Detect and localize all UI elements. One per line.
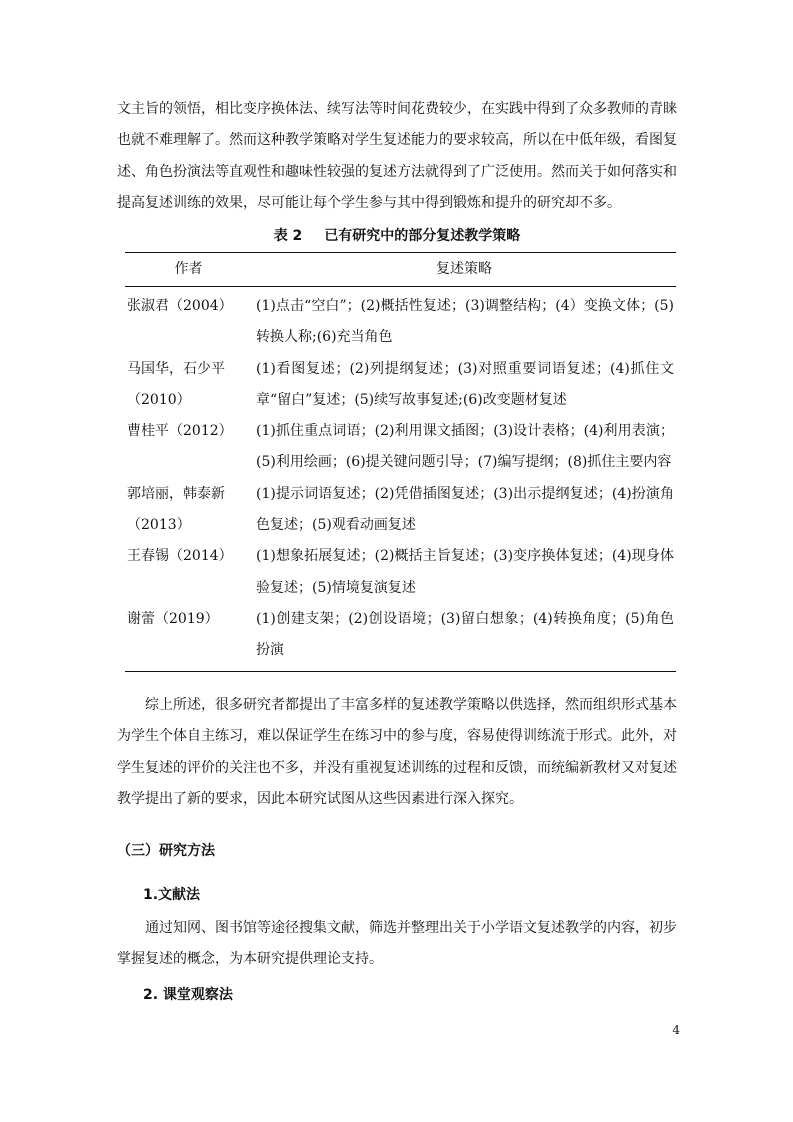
table-header-row: [125, 253, 676, 287]
header-author: 作者: [174, 261, 203, 277]
author-line1: 郭培丽，韩泰新: [127, 485, 225, 502]
author-line1: 马国华，石少平: [127, 360, 225, 377]
author-line2: （2013）: [127, 517, 191, 534]
table-caption-title: 已有研究中的部分复述教学策略: [324, 228, 521, 244]
strategy-cell: (1)抓住重点词语；(2)利用课文插图；(3)设计表格；(4)利用表演；(5)利用绘画；(6)提关键问题引导；(7)编写提纲；(8)抓住主要内容: [256, 423, 674, 471]
table-caption-number: 表 2: [273, 228, 303, 244]
strategy-cell: (1)提示词语复述；(2)凭借插图复述；(3)出示提纲复述；(4)扮演角色复述；(5)观看动画复述: [256, 485, 674, 534]
author-cell: [125, 291, 256, 354]
literature-paragraph: 通过知网、图书馆等途径搜集文献，筛选并整理出关于小学语文复述教学的内容，初步掌握复述的概念，为本研究提供理论支持。: [117, 920, 677, 968]
author-cell: [125, 541, 256, 604]
author-line1: 曹桂平（2012）: [127, 423, 233, 440]
author-cell: [125, 354, 256, 417]
author-cell: [125, 604, 256, 667]
section-heading-method: （三）研究方法: [117, 843, 215, 859]
author-cell: [125, 416, 256, 479]
page-number: 4: [672, 1023, 680, 1037]
table-row: [125, 354, 676, 417]
author-line1: 谢蕾（2019）: [127, 610, 219, 627]
header-strategy: 复述策略: [436, 261, 492, 277]
author-line1: 王春锡（2014）: [127, 548, 233, 565]
strategy-cell: (1)点击“空白”；(2)概括性复述；(3)调整结构；(4）变换文体；(5)转换人称;(6)充当角色: [256, 298, 674, 346]
subheading-literature: 1.文献法: [143, 887, 201, 903]
table-row: [125, 479, 676, 542]
table-body: [125, 287, 676, 671]
summary-paragraph: 综上所述，很多研究者都提出了丰富多样的复述教学策略以供选择，然而组织形式基本为学生个体自主练习，难以保证学生在练习中的参与度，容易使得训练流于形式。此外，对学生复述的评价的关注也不多，并没有重视复述训练的过程和反馈，而统编新教材又对复述教学提出了新的要求，因此本研究试图从这些因素进行深入探究。: [117, 697, 677, 807]
strategy-table: [125, 252, 676, 672]
table-row: [125, 416, 676, 479]
table-row: [125, 291, 676, 354]
table-row: [125, 604, 676, 667]
author-line1: 张淑君（2004）: [127, 298, 233, 314]
strategy-cell: (1)想象拓展复述；(2)概括主旨复述；(3)变序换体复述；(4)现身体验复述；(5)情境复演复述: [256, 548, 674, 596]
author-cell: [125, 479, 256, 542]
strategy-cell: (1)看图复述；(2)列提纲复述；(3)对照重要词语复述；(4)抓住文章“留白”复述；(5)续写故事复述;(6)改变题材复述: [256, 360, 674, 408]
strategy-cell: (1)创建支架；(2)创设语境；(3)留白想象；(4)转换角度；(5)角色扮演: [256, 610, 674, 659]
subheading-classroom-observation: 2. 课堂观察法: [143, 987, 233, 1003]
author-line2: （2010）: [127, 391, 191, 408]
intro-paragraph: 文主旨的领悟，相比变序换体法、续写法等时间花费较少，在实践中得到了众多教师的青睐也就不难理解了。然而这种教学策略对学生复述能力的要求较高，所以在中低年级，看图复述、角色扮演法等直观性和趣味性较强的复述方法就得到了广泛使用。然而关于如何落实和提高复述训练的效果，尽可能让每个学生参与其中得到锻炼和提升的研究却不多。: [117, 101, 677, 211]
table-row: [125, 541, 676, 604]
table-caption: [117, 224, 677, 248]
